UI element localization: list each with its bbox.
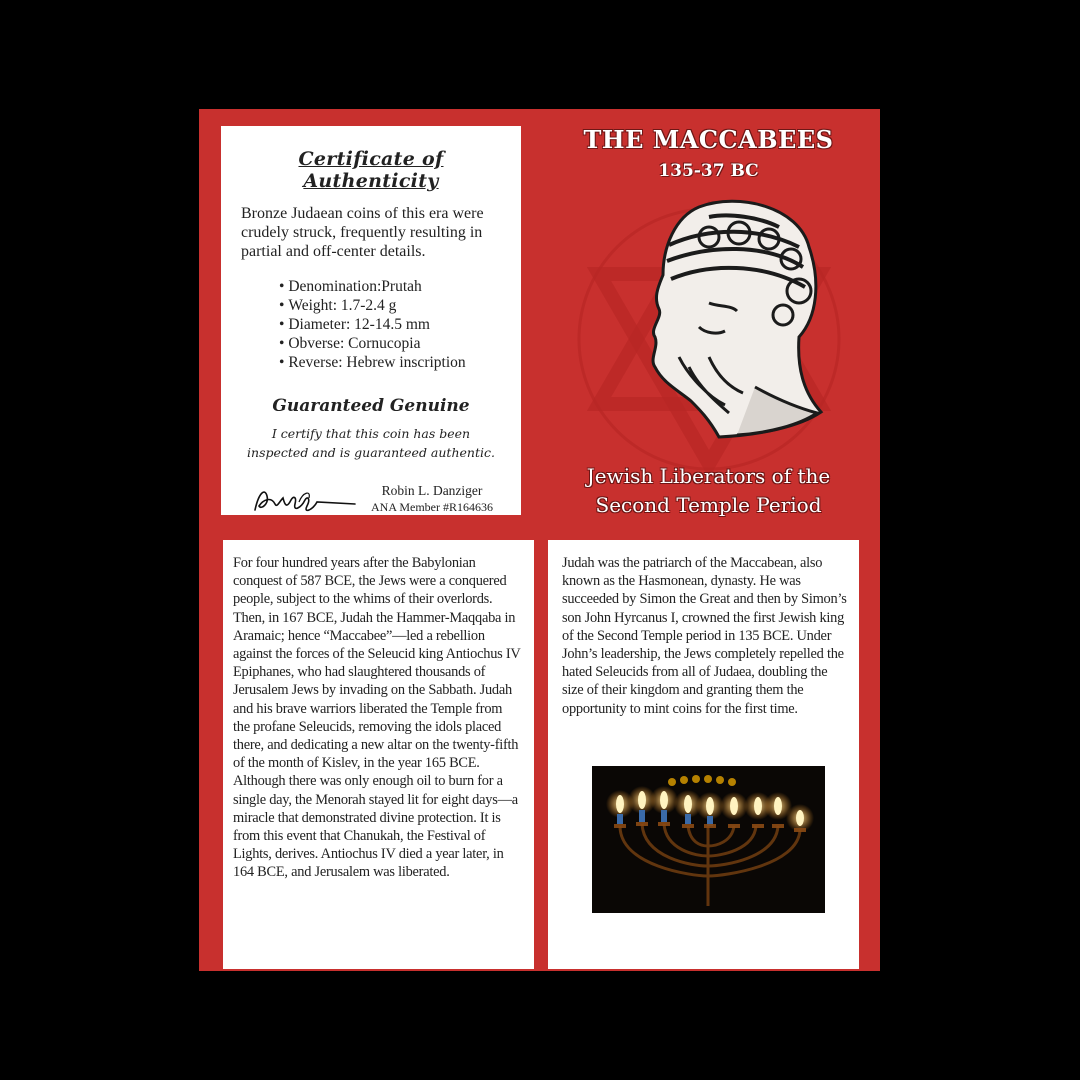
story-left-text: For four hundred years after the Babylonian conquest of 587 BCE, the Jews were a conquered people, subject to the whims of their overlords. Then, in 167 BCE, Judah the Hammer-Maqqaba in Aramaic; hence “Maccabee”—led a rebellion against the forces of the Seleucid king Antiochus IV Epiphanes, who had slaughtered thousands of Jerusalem Jews by invading on the Sabbath. Judah and his brave warriors liberated the Temple from the profane Seleucids, removing the idols placed there, and dedicating a new altar on the twenty-fifth of the month of Kislev, in the year 165 BCE. Although there was only enough oil to burn for a single day, the Menorah stayed lit for eight days—a miracle that demonstrated divine protection. It is from this event that Chanukah, the Festival of Lights, derives. Antiochus IV died a year later, in 164 BCE, and Jerusalem was liberated. bbox=[233, 555, 521, 881]
story-panel-left bbox=[223, 540, 534, 969]
menorah-icon bbox=[592, 766, 825, 913]
signer-member: ANA Member #R164636 bbox=[371, 500, 493, 514]
menorah-photo bbox=[592, 766, 825, 913]
certificate-sheet bbox=[199, 109, 880, 971]
signature-row bbox=[241, 478, 501, 538]
maccabee-portrait-icon bbox=[559, 187, 859, 457]
certificate-intro: Bronze Judaean coins of this era were crudely struck, frequently resulting in partial and off-center details. bbox=[241, 205, 484, 260]
story-panel-right bbox=[548, 540, 859, 969]
signer-block bbox=[371, 482, 493, 516]
spec-item: • Diameter: 12-14.5 mm bbox=[279, 315, 501, 334]
story-right-text: Judah was the patriarch of the Maccabean, also known as the Hasmonean, dynasty. He was succeeded by Simon the Great and then by Simon’s son John Hyrcanus I, crowned the first Jewish king of the Second Temple period in 135 BCE. Under John’s leadership, the Jews completely repelled the hated Seleucids from all of Judaea, doubling the size of their kingdom and granting them the opportunity to mint coins for the first time. bbox=[562, 555, 847, 717]
certificate-panel bbox=[221, 126, 521, 515]
cover-dates: 135-37 BC bbox=[658, 161, 759, 181]
cover-subtitle-line2: Second Temple Period bbox=[595, 493, 822, 517]
spec-item: • Denomination:Prutah bbox=[279, 277, 501, 296]
spec-item: • Weight: 1.7-2.4 g bbox=[279, 296, 501, 315]
cover-subtitle-line1: Jewish Liberators of the bbox=[586, 464, 831, 488]
spec-item: • Reverse: Hebrew inscription bbox=[279, 353, 501, 372]
signer-name: Robin L. Danziger bbox=[381, 483, 483, 498]
spec-item: • Obverse: Cornucopia bbox=[279, 334, 501, 353]
guarantee-title: Guaranteed Genuine bbox=[272, 396, 470, 416]
signature-icon bbox=[251, 482, 361, 518]
cover-title: THE MACCABEES bbox=[583, 125, 834, 154]
cover-panel bbox=[537, 109, 880, 535]
cover-subtitle bbox=[537, 462, 880, 520]
guarantee-text: I certify that this coin has been inspected and is guaranteed authentic. bbox=[247, 426, 495, 460]
spec-list bbox=[279, 277, 501, 372]
certificate-title: Certificate of Authenticity bbox=[298, 148, 444, 192]
